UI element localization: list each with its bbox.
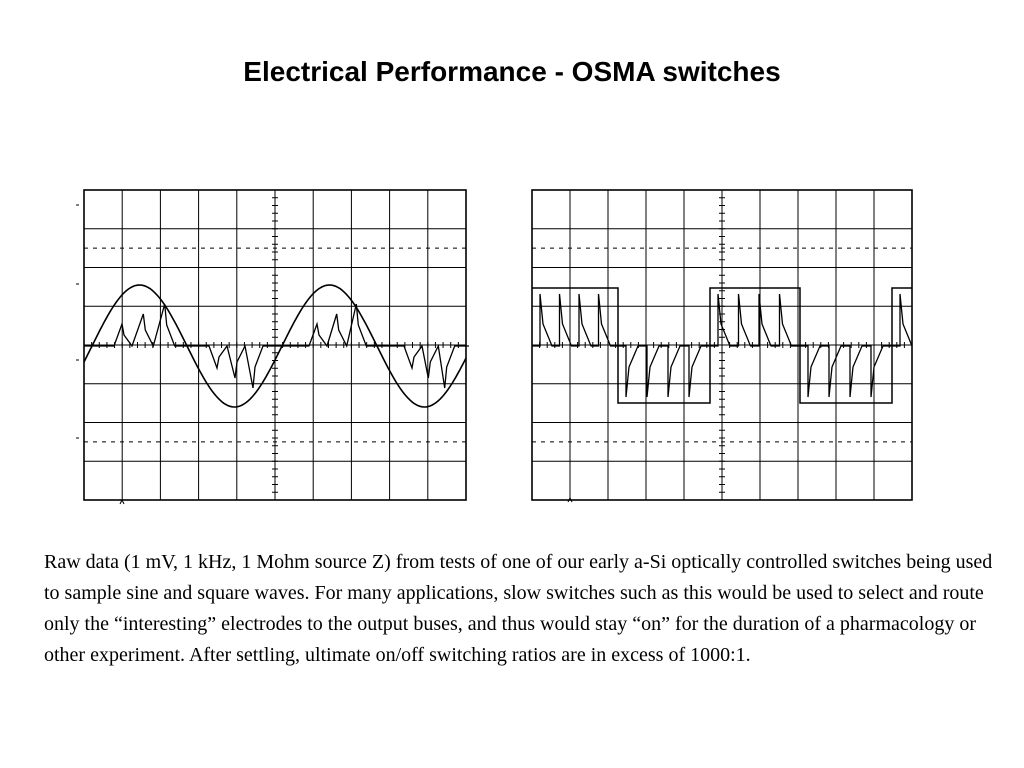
sine-scope-graphic <box>76 188 468 506</box>
scope-marker <box>76 205 124 504</box>
slide-caption: Raw data (1 mV, 1 kHz, 1 Mohm source Z) from tests of one of our early a-Si optically controlled switches being used to sample sine and square waves. For many applications, slow switches such as this would be used to select and route only the “interesting” electrodes to the output buses, and thus would stay “on” for the duration of a pharmacology or other experiment. After settling, ultimate on/off switching ratios are in excess of 1000:1. <box>44 551 993 666</box>
switched-sine-trace <box>84 304 469 388</box>
scope-grid <box>532 190 912 500</box>
oscilloscope-sine-trace <box>76 188 468 506</box>
slide-title: Electrical Performance - OSMA switches <box>243 56 781 87</box>
oscilloscope-square-trace <box>528 188 918 506</box>
square-scope-graphic <box>528 188 918 506</box>
scope-grid <box>84 190 466 500</box>
